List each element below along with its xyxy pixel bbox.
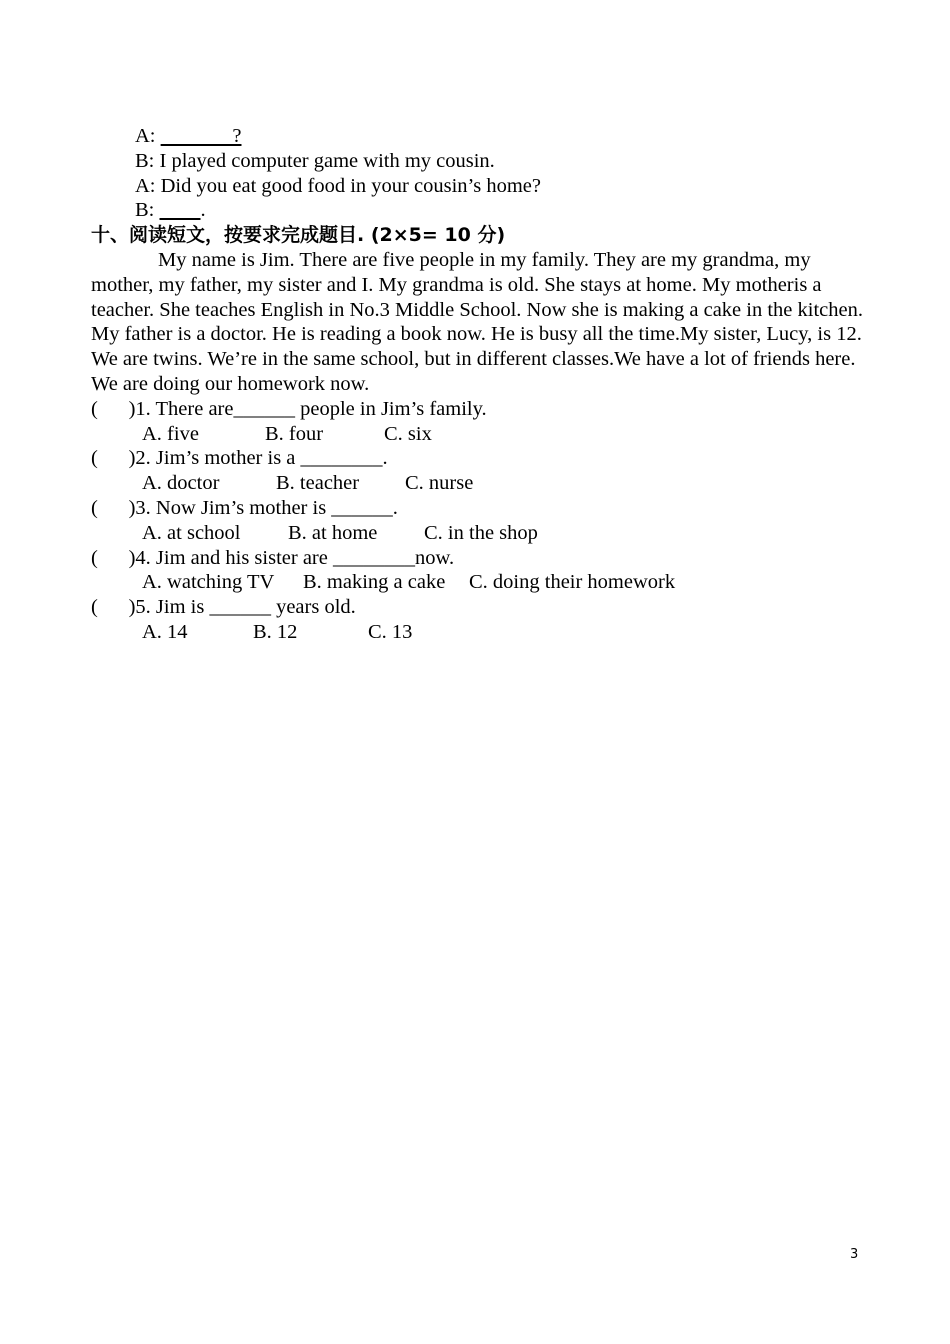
- option-c: C. doing their homework: [469, 571, 676, 594]
- question-options: [91, 471, 861, 496]
- question-4: [91, 546, 861, 596]
- option-a: A. watching TV: [142, 571, 275, 594]
- answer-blank: [160, 199, 201, 221]
- option-c: C. nurse: [405, 472, 474, 495]
- option-a: A. doctor: [142, 472, 220, 495]
- option-a: A. five: [142, 422, 199, 445]
- option-a: A. 14: [142, 620, 188, 643]
- section-heading: 十、阅读短文，按要求完成题目. (2×5= 10 分): [91, 224, 506, 247]
- question-stem: ( )3. Now Jim’s mother is ______.: [91, 496, 398, 519]
- question-list: [91, 397, 861, 645]
- option-c: C. in the shop: [424, 521, 538, 544]
- dialogue-line-1: A: ?: [135, 125, 242, 147]
- dialogue-line-3: A: Did you eat good food in your cousin’s home?: [135, 174, 541, 197]
- answer-blank: ?: [160, 125, 242, 147]
- question-stem: ( )2. Jim’s mother is a ________.: [91, 447, 388, 470]
- option-b: B. at home: [288, 521, 378, 544]
- document-page: [91, 124, 861, 645]
- question-options: [91, 570, 861, 595]
- option-a: A. at school: [142, 521, 241, 544]
- dialogue-line-4: B: .: [135, 199, 206, 222]
- dialogue-line-2: B: I played computer game with my cousin.: [135, 149, 495, 172]
- question-options: [91, 521, 861, 546]
- option-c: C. 13: [368, 620, 413, 643]
- question-stem: ( )4. Jim and his sister are ________now.: [91, 546, 455, 569]
- question-options: [91, 620, 861, 645]
- question-options: [91, 422, 861, 447]
- dialogue: [91, 124, 861, 223]
- reading-passage: My name is Jim. There are five people in my family. They are my grandma, my mother, my father, my sister and I. My grandma is old. She stays at home. My motheris a teacher. She teaches English in No.3 Middle School. Now she is making a cake in the kitchen. My father is a doctor. He is reading a book now. He is busy all the time.My sister, Lucy, is 12. We are twins. We’re in the same school, but in different classes.We have a lot of friends here. We are doing our homework now.: [91, 248, 863, 395]
- question-5: [91, 595, 861, 645]
- option-b: B. four: [265, 422, 324, 445]
- question-stem: ( )1. There are______ people in Jim’s family.: [91, 397, 487, 420]
- option-b: B. 12: [253, 620, 298, 643]
- question-3: [91, 496, 861, 546]
- option-b: B. teacher: [276, 472, 360, 495]
- option-b: B. making a cake: [303, 571, 446, 594]
- question-1: [91, 397, 861, 447]
- option-c: C. six: [384, 422, 432, 445]
- question-2: [91, 446, 861, 496]
- question-stem: ( )5. Jim is ______ years old.: [91, 596, 356, 619]
- page-number: 3: [850, 1247, 859, 1262]
